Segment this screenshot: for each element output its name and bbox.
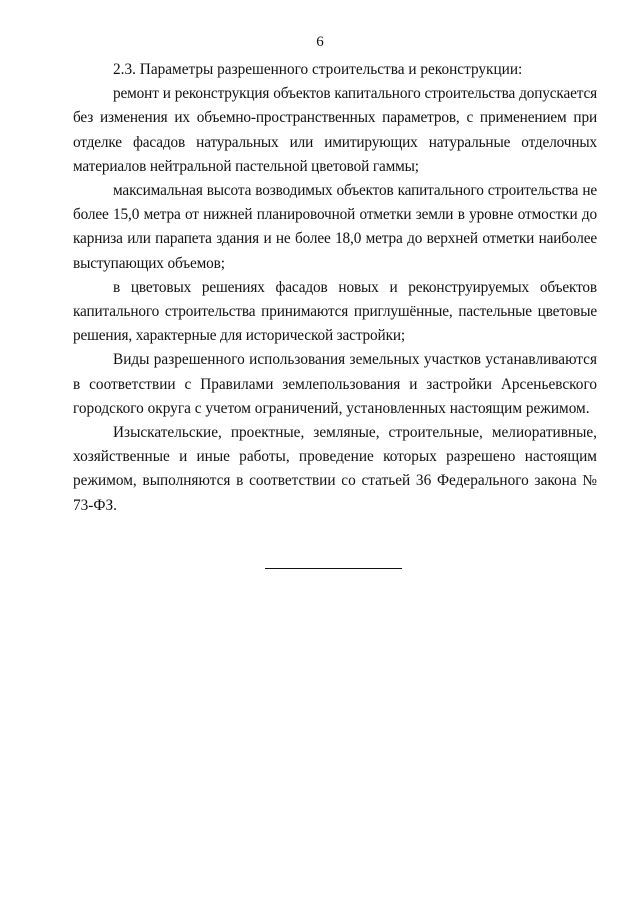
- paragraph-permitted-uses: Виды разрешенного использования земельных участков устанавливаются в соответствии с Правилами землепользования и застройки Арсеньевского городского округа с учетом ограничений, установленных настоящим режимом.: [73, 351, 597, 417]
- document-body: [73, 58, 597, 518]
- section-heading: 2.3. Параметры разрешенного строительства и реконструкции:: [113, 61, 523, 78]
- paragraph-facade-colors: в цветовых решениях фасадов новых и реконструируемых объектов капитального строительства принимаются приглушённые, пастельные цветовые решения, характерные для исторической застройки;: [73, 278, 597, 345]
- page-number: 6: [316, 34, 324, 50]
- paragraph-maximum-height: максимальная высота возводимых объектов капитального строительства не более 15,0 метра от нижней планировочной отметки земли в уровне отмостки до карниза или парапета здания и не более 18,0 метра до верхней отметки наиболее выступающих объемов;: [73, 182, 597, 272]
- paragraph-repair-reconstruction: ремонт и реконструкция объектов капитального строительства допускается без изменения их объемно-пространственных параметров, с применением при отделке фасадов натуральных или имитирующих натуральные отделочных материалов нейтральной пастельной цветовой гаммы;: [73, 85, 597, 175]
- paragraph-permitted-works: Изыскательские, проектные, земляные, строительные, мелиоративные, хозяйственные и иные работы, проведение которых разрешено настоящим режимом, выполняются в соответствии со статьей 36 Федерального закона № 73-ФЗ.: [73, 424, 597, 514]
- closing-divider: [265, 568, 402, 569]
